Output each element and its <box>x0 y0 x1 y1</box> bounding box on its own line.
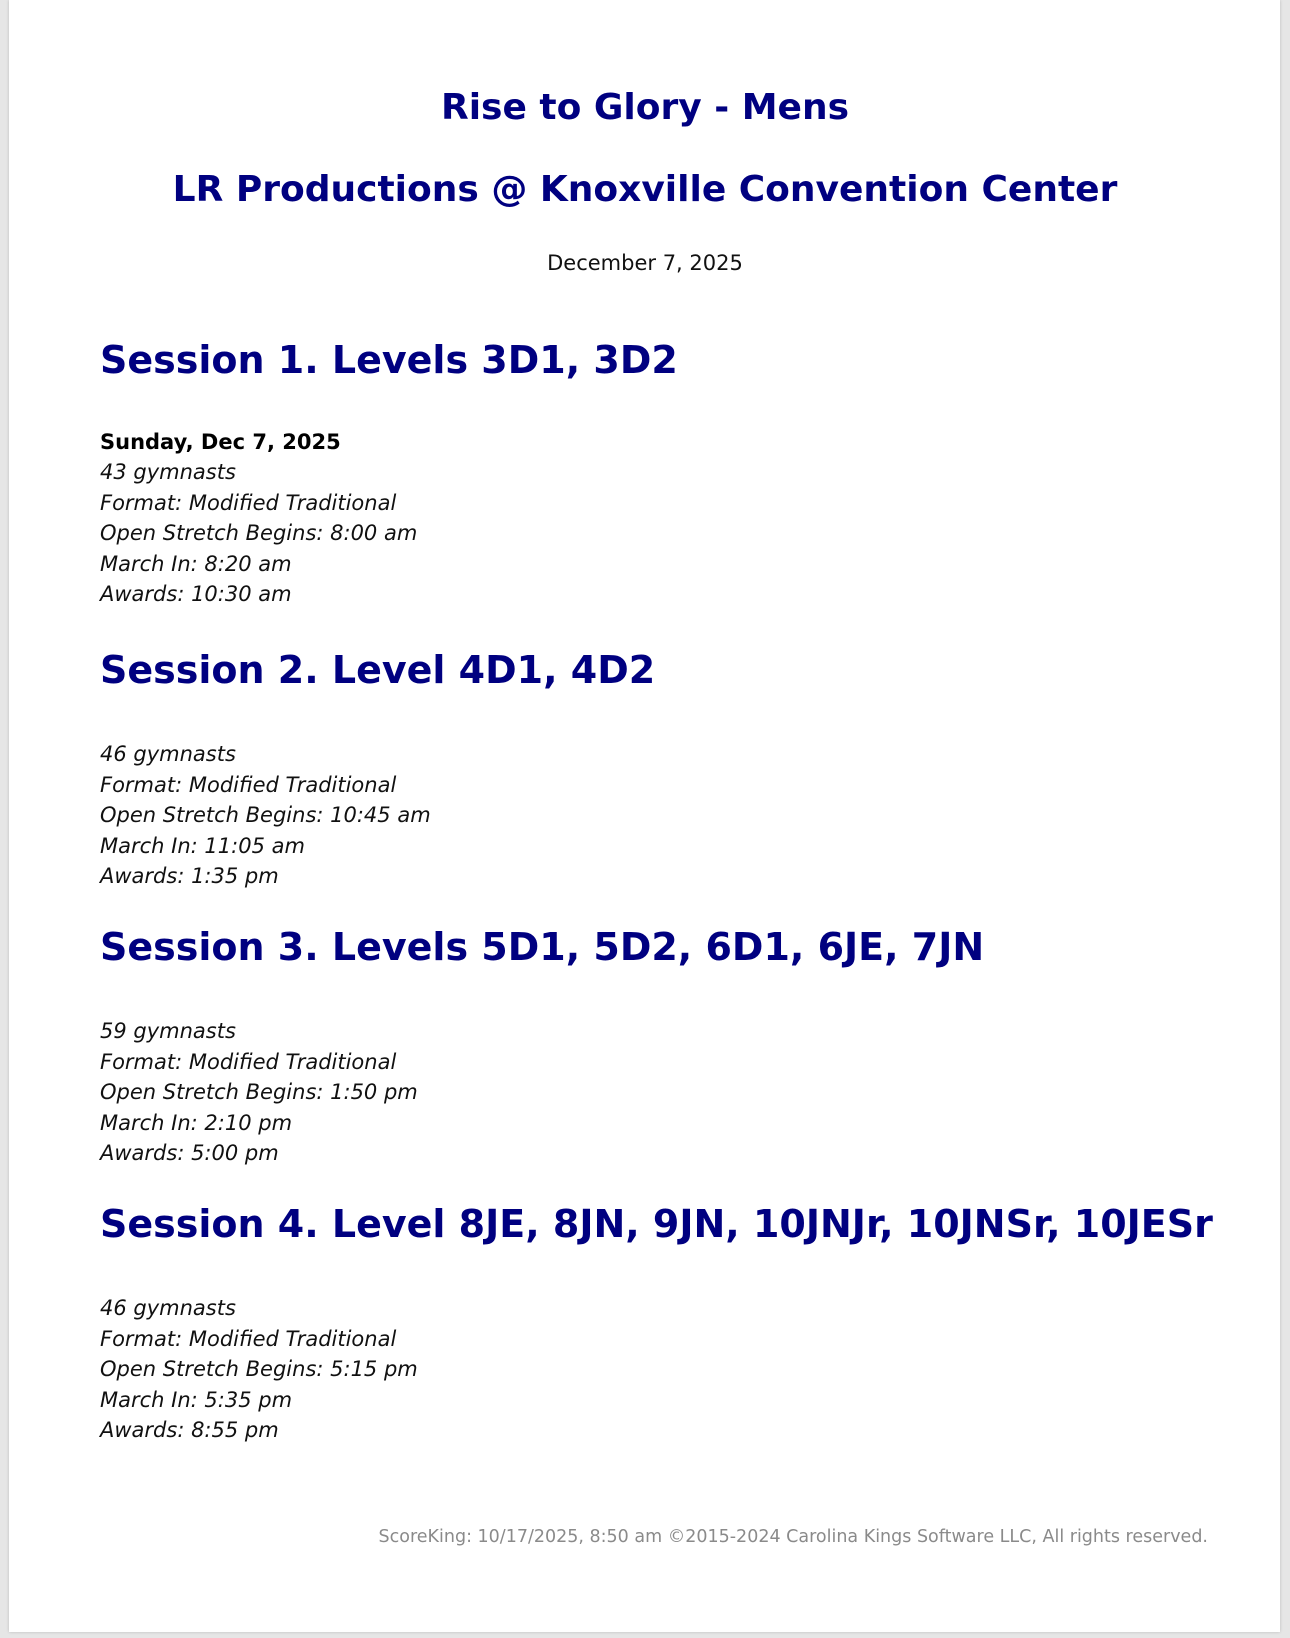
session-awards: Awards: 5:00 pm <box>100 1141 279 1165</box>
session-2 <box>100 648 1220 892</box>
copyright-footer: ScoreKing: 10/17/2025, 8:50 am ©2015-2024 Carolina Kings Software LLC, All rights reserved. <box>378 1527 1208 1547</box>
session-open-stretch: Open Stretch Begins: 10:45 am <box>100 803 431 827</box>
session-march-in: March In: 8:20 am <box>100 551 292 576</box>
session-awards: Awards: 8:55 pm <box>100 1418 279 1442</box>
session-gymnast-count: 59 gymnasts <box>100 1019 236 1043</box>
session-open-stretch: Open Stretch Begins: 8:00 am <box>100 521 418 545</box>
session-awards: Awards: 1:35 pm <box>100 864 279 888</box>
session-1 <box>100 338 1220 610</box>
session-gymnast-count: 43 gymnasts <box>100 460 236 484</box>
session-4 <box>100 1202 1220 1446</box>
session-day: Sunday, Dec 7, 2025 <box>100 430 341 454</box>
session-gymnast-count: 46 gymnasts <box>100 1296 236 1320</box>
session-format: Format: Modified Traditional <box>100 490 397 515</box>
session-awards: Awards: 10:30 am <box>100 582 292 606</box>
meet-venue-title: LR Productions @ Knoxville Convention Center <box>172 169 1118 210</box>
session-open-stretch: Open Stretch Begins: 5:15 pm <box>100 1357 418 1381</box>
session-march-in: March In: 2:10 pm <box>100 1110 293 1135</box>
session-3 <box>100 925 1220 1169</box>
session-march-in: March In: 11:05 am <box>100 833 305 858</box>
meet-date: December 7, 2025 <box>547 251 743 275</box>
session-heading: Session 1. Levels 3D1, 3D2 <box>100 338 678 382</box>
session-format: Format: Modified Traditional <box>100 1049 397 1074</box>
session-heading: Session 4. Level 8JE, 8JN, 9JN, 10JNJr, 10JNSr, 10JESr <box>100 1202 1213 1246</box>
session-open-stretch: Open Stretch Begins: 1:50 pm <box>100 1080 418 1104</box>
session-heading: Session 2. Level 4D1, 4D2 <box>100 648 656 692</box>
session-march-in: March In: 5:35 pm <box>100 1387 293 1412</box>
session-format: Format: Modified Traditional <box>100 772 397 797</box>
meet-title: Rise to Glory - Mens <box>440 87 850 128</box>
session-format: Format: Modified Traditional <box>100 1326 397 1351</box>
session-heading: Session 3. Levels 5D1, 5D2, 6D1, 6JE, 7JN <box>100 925 985 969</box>
session-gymnast-count: 46 gymnasts <box>100 742 236 766</box>
